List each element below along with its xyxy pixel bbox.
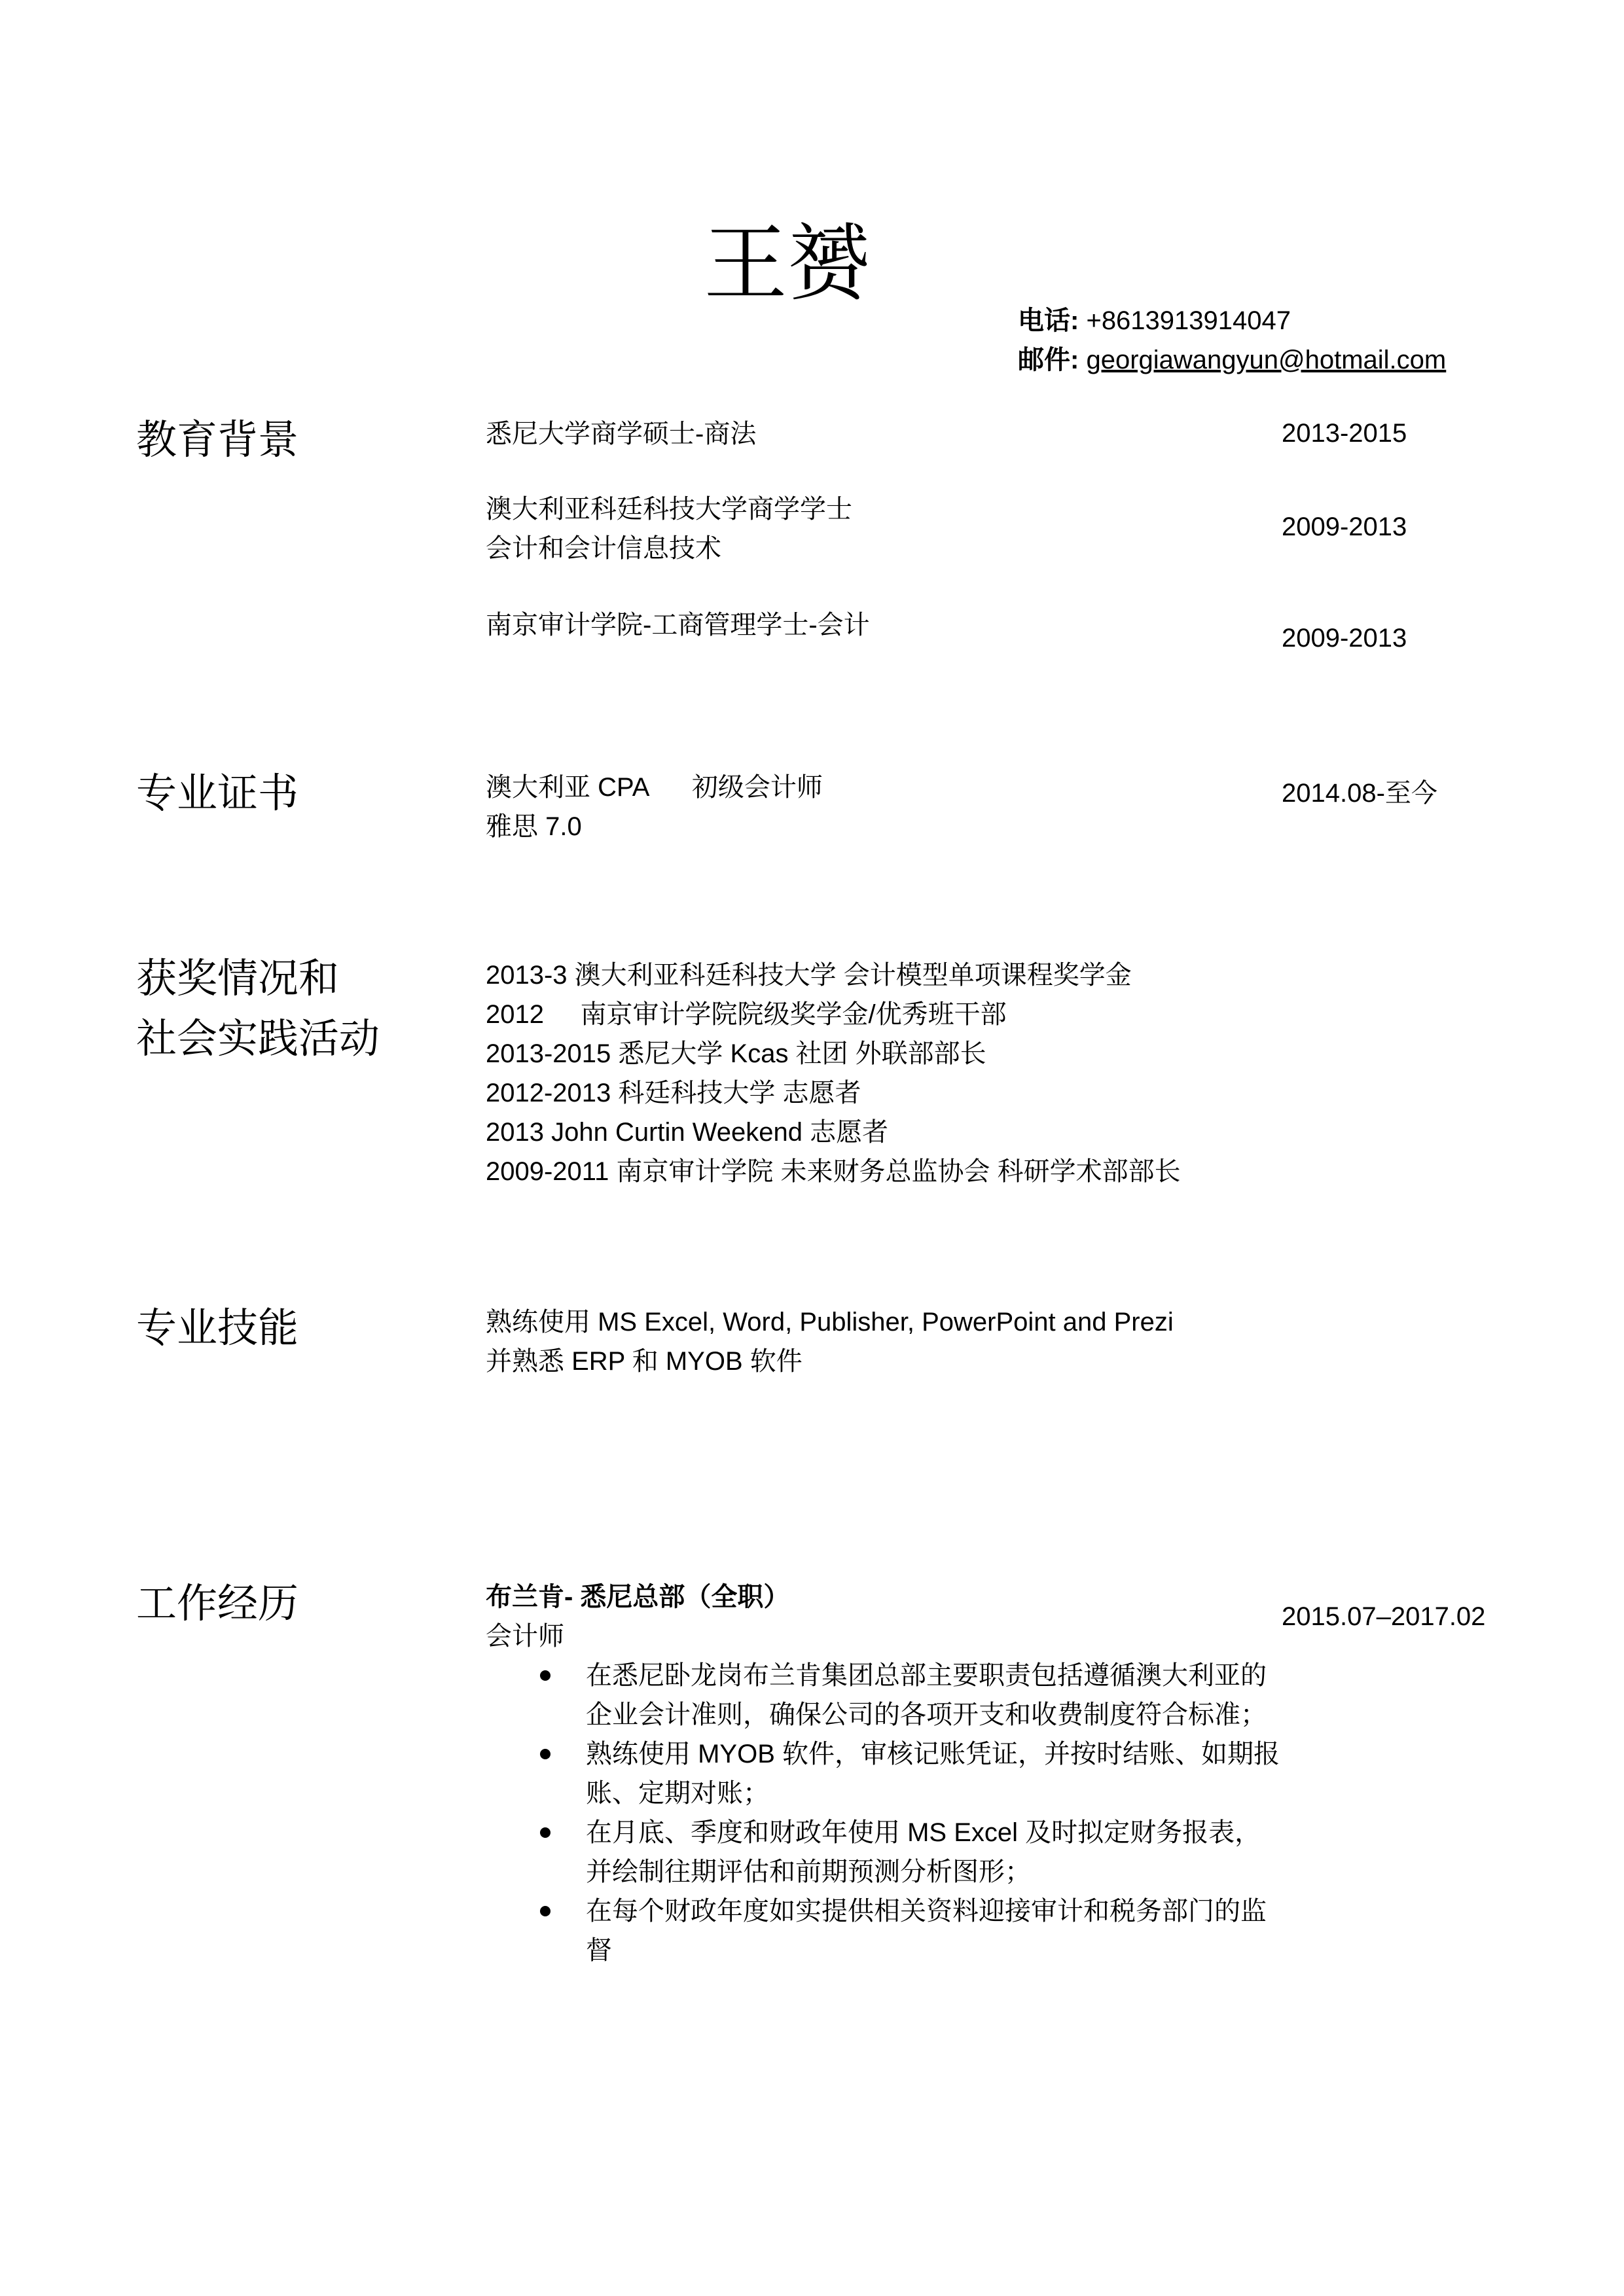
awards-heading-line-1: 获奖情况和 xyxy=(136,954,340,1002)
phone-label: 电话: xyxy=(1018,306,1079,335)
work-duties-list xyxy=(486,1656,1284,1970)
bullet-icon xyxy=(540,1827,550,1838)
certificates-date: 2014.08-至今 xyxy=(1282,779,1437,808)
award-item-2: 2012 南京审计学院院级奖学金/优秀班干部 xyxy=(486,1000,1007,1029)
email-label: 邮件: xyxy=(1018,346,1079,374)
work-heading: 工作经历 xyxy=(136,1579,299,1627)
awards-heading-line-2: 社会实践活动 xyxy=(136,1014,380,1062)
education-date-1: 2013-2015 xyxy=(1282,419,1407,448)
education-date-3: 2009-2013 xyxy=(1282,624,1407,653)
award-item-5: 2013 John Curtin Weekend 志愿者 xyxy=(486,1118,889,1147)
list-item: 在每个财政年度如实提供相关资料迎接审计和税务部门的监督 xyxy=(486,1892,1284,1970)
education-entry-2-line-1: 澳大利亚科廷科技大学商学学士 xyxy=(486,495,852,524)
award-item-6: 2009-2011 南京审计学院 未来财务总监协会 科研学术部部长 xyxy=(486,1157,1181,1186)
email-link[interactable]: georgiawangyun@hotmail.com xyxy=(1086,346,1447,374)
education-entry-1: 悉尼大学商学硕士-商法 xyxy=(486,420,757,448)
certificates-heading: 专业证书 xyxy=(136,769,299,817)
award-item-4: 2012-2013 科廷科技大学 志愿者 xyxy=(486,1079,861,1107)
resume-name: 王赟 xyxy=(704,215,872,313)
bullet-icon xyxy=(540,1906,550,1916)
education-date-2: 2009-2013 xyxy=(1282,512,1407,541)
bullet-icon xyxy=(540,1670,550,1681)
email-line xyxy=(1018,339,1446,376)
list-item: 在月底、季度和财政年使用 MS Excel 及时拟定财务报表，并绘制往期评估和前期预测分析图形； xyxy=(486,1813,1284,1892)
education-heading: 教育背景 xyxy=(136,416,299,463)
award-item-3: 2013-2015 悉尼大学 Kcas 社团 外联部部长 xyxy=(486,1039,986,1068)
certificate-line-2: 雅思 7.0 xyxy=(486,812,582,841)
phone-line xyxy=(1018,300,1291,337)
bullet-icon xyxy=(540,1749,550,1759)
work-role: 会计师 xyxy=(486,1622,564,1651)
list-item: 熟练使用 MYOB 软件，审核记账凭证，并按时结账、如期报账、定期对账； xyxy=(486,1734,1284,1813)
skills-heading: 专业技能 xyxy=(136,1304,299,1352)
work-date: 2015.07–2017.02 xyxy=(1282,1602,1486,1631)
skill-line-2: 并熟悉 ERP 和 MYOB 软件 xyxy=(486,1347,803,1376)
skill-line-1: 熟练使用 MS Excel, Word, Publisher, PowerPoint and Prezi xyxy=(486,1308,1174,1336)
list-item: 在悉尼卧龙岗布兰肯集团总部主要职责包括遵循澳大利亚的企业会计准则，确保公司的各项开支和收费制度符合标准； xyxy=(486,1656,1284,1734)
education-entry-3: 南京审计学院-工商管理学士-会计 xyxy=(486,611,870,639)
award-item-1: 2013-3 澳大利亚科廷科技大学 会计模型单项课程奖学金 xyxy=(486,961,1132,990)
phone-value: +8613913914047 xyxy=(1086,306,1291,335)
certificate-line-1: 澳大利亚 CPA 初级会计师 xyxy=(486,773,823,802)
work-company: 布兰肯- 悉尼总部（全职） xyxy=(486,1583,790,1611)
education-entry-2-line-2: 会计和会计信息技术 xyxy=(486,534,721,563)
